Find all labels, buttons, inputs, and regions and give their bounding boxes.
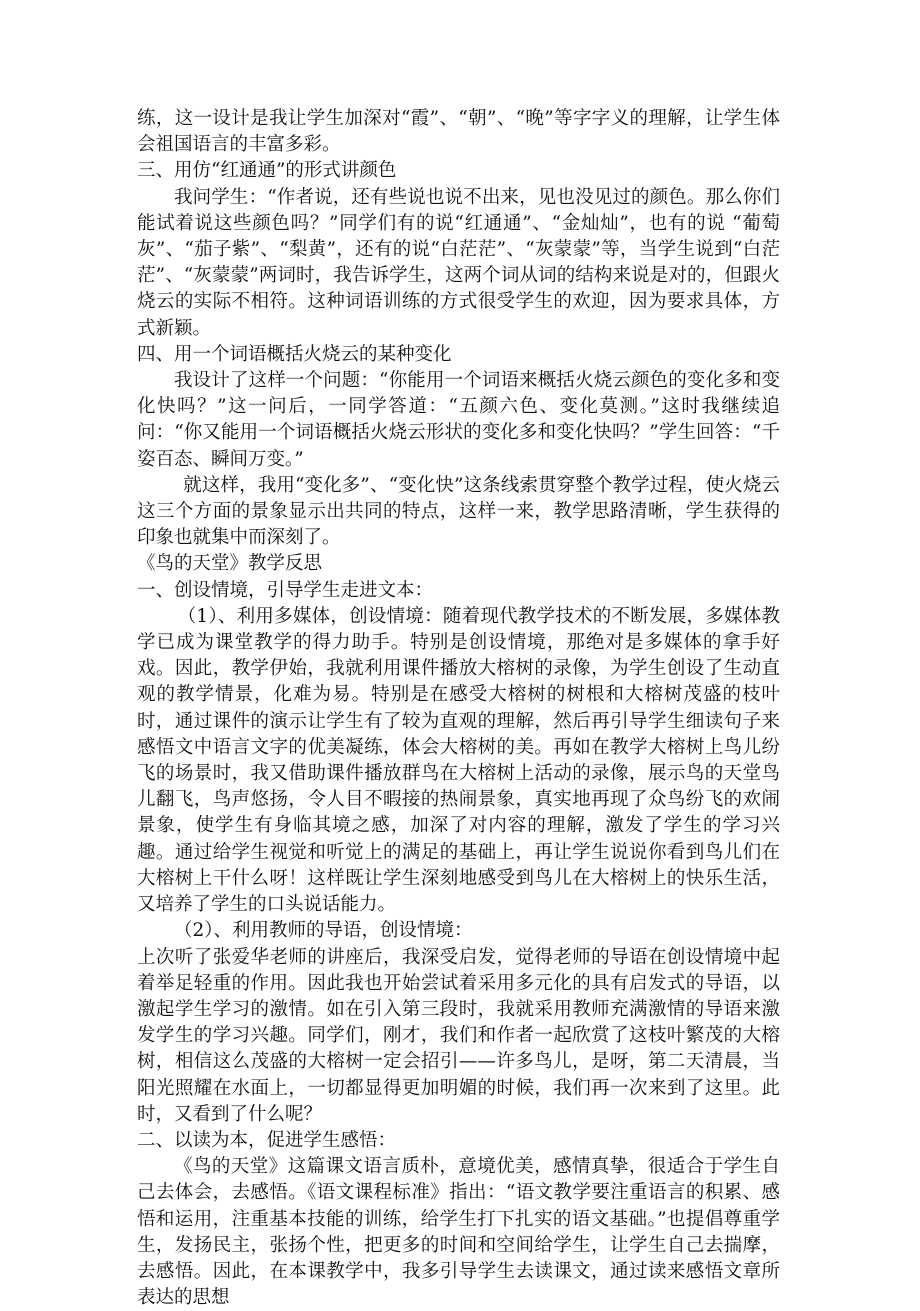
paragraph-summary: 就这样，我用“变化多”、“变化快”这条线索贯穿整个教学过程，使火烧云这三个方面的景象显示出共同的特点，这样一来，教学思路清晰，学生获得的印象也就集中而深刻了。 (137, 474, 780, 549)
paragraph-reading: 《鸟的天堂》这篇课文语言质朴，意境优美，感情真挚，很适合于学生自己去体会，去感悟。《语文课程标准》指出：“语文教学要注重语言的积累、感悟和运用，注重基本技能的训练，给学生打下扎实的语文基础。”也提倡尊重学生，发扬民主，张扬个性，把更多的时间和空间给学生，让学生自己去揣摩，去感悟。因此，在本课教学中，我多引导学生去读课文，通过读来感悟文章所表达的思想 (137, 1156, 780, 1309)
paragraph-question: 我设计了这样一个问题：“你能用一个词语来概括火烧云颜色的变化多和变化快吗？”这一问后，一同学答道：“五颜六色、变化莫测。”这时我继续追问：“你又能用一个词语概括火烧云形状的变化多和变化快吗？”学生回答：“千姿百态、瞬间万变。” (137, 370, 780, 470)
heading-article-title: 《鸟的天堂》教学反思 (137, 553, 323, 575)
heading-part-2: 二、以读为本，促进学生感悟： (137, 1129, 397, 1151)
paragraph-teacher-guide: 上次听了张爱华老师的讲座后，我深受启发，觉得老师的导语在创设情境中起着举足轻重的作用。因此我也开始尝试着采用多元化的具有启发式的导语，以激起学生学习的激情。如在引入第三段时，我就采用教师充满激情的导语来激发学生的学习兴趣。同学们，刚才，我们和作者一起欣赏了这枝叶繁茂的大榕树，相信这么茂盛的大榕树一定会招引——许多鸟儿，是呀，第二天清晨，当阳光照耀在水面上，一切都显得更加明媚的时候，我们再一次来到了这里。此时，又看到了什么呢？ (137, 946, 780, 1125)
paragraph-multimedia: （1）、利用多媒体，创设情境：随着现代教学技术的不断发展，多媒体教学已成为课堂教学的得力助手。特别是创设情境，那绝对是多媒体的拿手好戏。因此，教学伊始，我就利用课件播放大榕树的录像，为学生创设了生动直观的教学情景，化难为易。特别是在感受大榕树的树根和大榕树茂盛的枝叶时，通过课件的演示让学生有了较为直观的理解，然后再引导学生细读句子来感悟文中语言文字的优美凝练，体会大榕树的美。再如在教学大榕树上鸟儿纷飞的场景时，我又借助课件播放群鸟在大榕树上活动的录像，展示鸟的天堂鸟儿翻飞，鸟声悠扬，令人目不暇接的热闹景象，真实地再现了众鸟纷飞的欢闹景象，使学生有身临其境之感，加深了对内容的理解，激发了学生的学习兴趣。通过给学生视觉和听觉上的满足的基础上，再让学生说说你看到鸟儿们在大榕树上干什么呀！这样既让学生深刻地感受到鸟儿在大榕树上的快乐生活，又培养了学生的口头说话能力。 (137, 605, 780, 916)
paragraph-continuation: 练，这一设计是我让学生加深对“霞”、“朝”、“晚”等字字义的理解，让学生体会祖国语言的丰富多彩。 (137, 108, 780, 156)
document-page (137, 106, 780, 1311)
subheading-teacher-guide: （2）、利用教师的导语，创设情境： (174, 920, 473, 942)
heading-section-3: 三、用仿“红通通”的形式讲颜色 (137, 160, 397, 182)
heading-section-4: 四、用一个词语概括火烧云的某种变化 (137, 343, 452, 365)
paragraph-colors: 我问学生：“作者说，还有些说也说不出来，见也没见过的颜色。那么你们能试着说这些颜色吗？”同学们有的说“红通通”、“金灿灿”，也有的说 “葡萄灰”、“茄子紫”、“梨黄”，还有的说“白茫茫”、“灰蒙蒙”等，当学生说到“白茫茫”、“灰蒙蒙”两词时，我告诉学生，这两个词从词的结构来说是对的，但跟火烧云的实际不相符。这种词语训练的方式很受学生的欢迎，因为要求具体，方式新颖。 (137, 186, 780, 339)
heading-part-1: 一、创设情境，引导学生走进文本： (137, 579, 434, 601)
